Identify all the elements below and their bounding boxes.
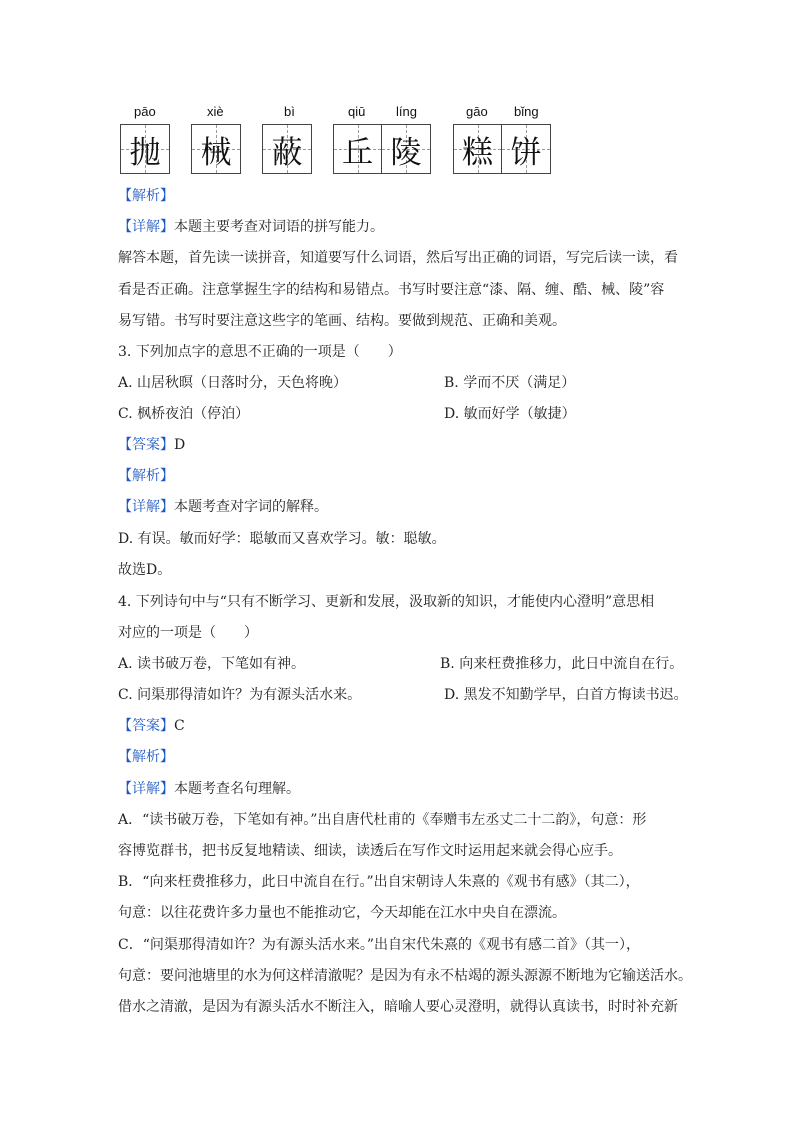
xiangjie-label: 【详解】 bbox=[118, 219, 174, 235]
q4-analysis-b-1: B．“向来枉费推移力，此日中流自在行。”出自宋朝诗人朱熹的《观书有感》（其二）， bbox=[118, 874, 640, 890]
q4-analysis-a-1: A．“读书破万卷，下笔如有神。”出自唐代杜甫的《奉赠韦左丞丈二十二韵》，句意：形 bbox=[118, 812, 647, 828]
q4-answer-value: C bbox=[174, 718, 185, 734]
tian-cell bbox=[382, 125, 430, 173]
q3-detail bbox=[118, 497, 328, 517]
q3-option-a: A. 山居秋暝（日落时分，天色将晚） bbox=[118, 375, 348, 391]
xiangjie-label: 【详解】 bbox=[118, 499, 174, 515]
char: 陵 bbox=[390, 134, 422, 171]
q3-option-c: C. 枫桥夜泊（停泊） bbox=[118, 406, 250, 422]
tian-cell bbox=[192, 125, 240, 173]
q3-answer bbox=[118, 435, 185, 455]
q2-para-1: 解答本题，首先读一读拼音，知道要写什么词语，然后写出正确的词语，写完后读一读，看 bbox=[118, 250, 678, 266]
q4-option-a: A. 读书破万卷，下笔如有神。 bbox=[118, 656, 306, 672]
q4-option-b: B. 向来枉费推移力，此日中流自在行。 bbox=[440, 656, 684, 672]
char-grid-qiuling bbox=[333, 124, 431, 174]
q4-option-d: D. 黑发不知勤学早，白首方悔读书迟。 bbox=[444, 687, 688, 703]
tian-cell bbox=[121, 125, 169, 173]
tian-cell bbox=[334, 125, 382, 173]
q4-detail-text: 本题考查名句理解。 bbox=[174, 781, 300, 797]
q4-analysis-c-1: C．“问渠那得清如许？为有源头活水来。”出自宋代朱熹的《观书有感二首》（其一）， bbox=[118, 937, 641, 953]
char: 抛 bbox=[129, 134, 161, 171]
char-grid-xie bbox=[191, 124, 241, 174]
pinyin-ling: líng bbox=[396, 104, 417, 119]
q3-option-d: D. 敏而好学（敏捷） bbox=[444, 406, 576, 422]
q4-analysis-b-2: 句意：以往花费许多力量也不能推动它，今天却能在江水中央自在漂流。 bbox=[118, 905, 566, 921]
q4-analysis-c-2: 句意：要问池塘里的水为何这样清澈呢？是因为有永不枯竭的源头源源不断地为它输送活水。 bbox=[118, 968, 692, 984]
char: 丘 bbox=[342, 134, 373, 171]
pinyin-qiu: qiū bbox=[348, 104, 366, 119]
xiangjie-label: 【详解】 bbox=[118, 781, 174, 797]
q4-detail bbox=[118, 779, 300, 799]
daan-label: 【答案】 bbox=[118, 718, 174, 734]
pinyin-gao: gāo bbox=[466, 104, 488, 119]
jiexi-label: 【解析】 bbox=[118, 188, 174, 204]
tian-cell bbox=[502, 125, 550, 173]
daan-label: 【答案】 bbox=[118, 437, 174, 453]
q4-analysis-a-2: 容博览群书，把书反复地精读、细读，读透后在写作文时运用起来就会得心应手。 bbox=[118, 843, 622, 859]
tian-cell bbox=[263, 125, 311, 173]
q3-answer-value: D bbox=[174, 437, 186, 453]
q2-detail-text: 本题主要考查对词语的拼写能力。 bbox=[174, 219, 384, 235]
q3-option-b: B. 学而不厌（满足） bbox=[444, 375, 576, 391]
pinyin-pao: pāo bbox=[134, 104, 156, 119]
q3-detail-text: 本题考查对字词的解释。 bbox=[174, 499, 328, 515]
q4-stem-1: 4. 下列诗句中与“只有不断学习、更新和发展，汲取新的知识，才能使内心澄明”意思相 bbox=[118, 594, 655, 610]
q3-explain-2: 故选D。 bbox=[118, 562, 172, 578]
char: 糕 bbox=[462, 134, 493, 171]
pinyin-xie: xiè bbox=[207, 104, 224, 119]
q3-stem: 3. 下列加点字的意思不正确的一项是（ ） bbox=[118, 344, 402, 360]
char-grid-gaobing bbox=[453, 124, 551, 174]
tian-cell bbox=[454, 125, 502, 173]
q2-para-2: 看是否正确。注意掌握生字的结构和易错点。书写时要注意“漆、隔、缠、酷、械、陵”容 bbox=[118, 282, 665, 298]
char: 蔽 bbox=[271, 134, 303, 171]
q4-analysis-c-3: 借水之清澈，是因为有源头活水不断注入，暗喻人要心灵澄明，就得认真读书，时时补充新 bbox=[118, 999, 678, 1015]
char-grid-pao bbox=[120, 124, 170, 174]
pinyin-bi: bì bbox=[284, 104, 295, 119]
q2-detail bbox=[118, 217, 384, 237]
char: 饼 bbox=[510, 134, 542, 171]
char: 械 bbox=[200, 134, 232, 171]
q2-para-3: 易写错。书写时要注意这些字的笔画、结构。要做到规范、正确和美观。 bbox=[118, 313, 566, 329]
q4-answer bbox=[118, 716, 185, 736]
q4-stem-2: 对应的一项是（ ） bbox=[118, 625, 258, 641]
pinyin-bing: bǐng bbox=[514, 104, 539, 119]
pinyin-row bbox=[120, 104, 680, 124]
char-grid-bi bbox=[262, 124, 312, 174]
q3-jiexi-label: 【解析】 bbox=[118, 468, 174, 484]
q4-option-c: C. 问渠那得清如许？为有源头活水来。 bbox=[118, 687, 362, 703]
q4-jiexi-label: 【解析】 bbox=[118, 749, 174, 765]
q3-explain-1: D. 有误。敏而好学：聪敏而又喜欢学习。敏：聪敏。 bbox=[118, 531, 446, 547]
